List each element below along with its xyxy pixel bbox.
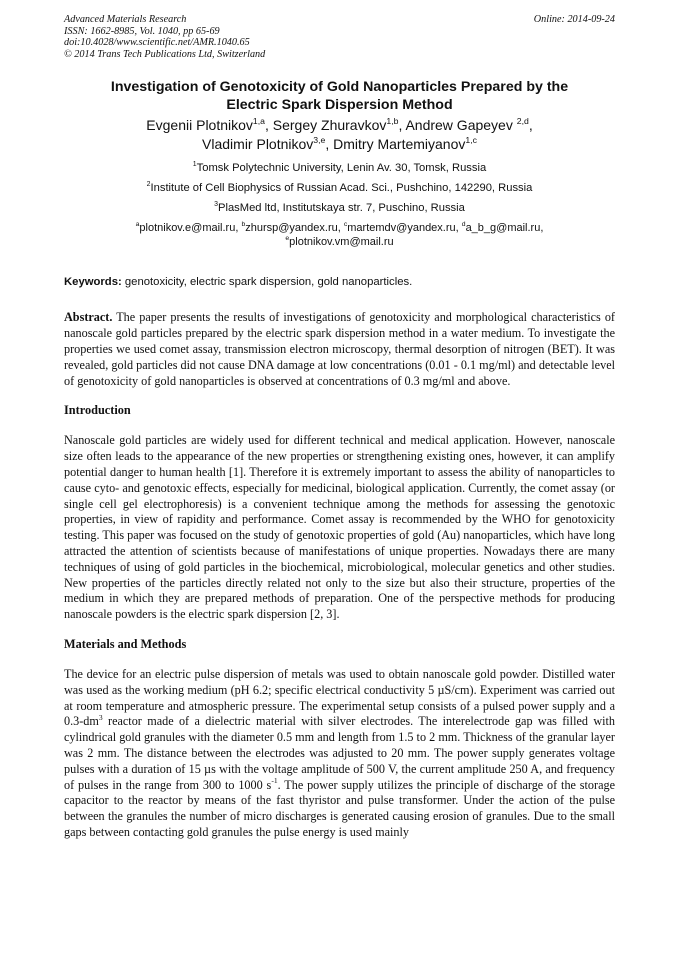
affiliation-1 xyxy=(64,162,615,175)
abstract-text: The paper presents the results of investigations of genotoxicity and morphological characteristics of nanoscale gold particles prepared by the electric spark dispersion method in a water medium. To investigate the properties we used comet assay, transmission electron microscopy, thermal desorption of nitrogen (BET). It was revealed, gold particles did not cause DNA damage at low concentrations (0.01 - 0.1 mg/ml) and detectable level of genotoxicity of gold nanoparticles is observed at concentrations of 0.3 mg/ml and above. xyxy=(64,310,615,388)
email-link[interactable]: plotnikov.vm@mail.ru xyxy=(289,236,394,249)
paper-page xyxy=(64,14,615,841)
methods-text-1: The device for an electric pulse dispersion of metals was used to obtain nanoscale gold powder. Distilled water was used as the working medium (pH 6.2; specific electrical conductivity 5 µS/cm). Experiment was carried out at room temperature and atmospheric pressure. The experimental setup consists of a pulsed power supply and a 0.3-dm xyxy=(64,666,615,729)
abstract xyxy=(64,310,615,389)
paper-title xyxy=(64,78,615,114)
journal-name: Advanced Materials Research xyxy=(64,14,187,25)
email-sup: e xyxy=(285,235,290,243)
affiliation-sup: 1 xyxy=(192,161,197,169)
email-link[interactable]: a_b_g@mail.ru, xyxy=(465,222,544,235)
doi-line: doi:10.4028/www.scientific.net/AMR.1040.65 xyxy=(64,37,250,49)
author-sep: , xyxy=(325,136,334,153)
methods-sup-2: -1 xyxy=(271,776,278,786)
abstract-label: Abstract. xyxy=(64,310,113,325)
affiliation-3 xyxy=(64,202,615,215)
author-sup: 1,a xyxy=(252,116,265,127)
author-list xyxy=(64,116,615,154)
affiliation-text: Institute of Cell Biophysics of Russian Acad. Sci., Pushchino, 142290, Russia xyxy=(150,182,533,195)
author-emails xyxy=(64,221,615,249)
author-sep: , xyxy=(398,117,406,134)
author-name: Sergey Zhuravkov xyxy=(272,117,387,134)
header-left xyxy=(64,14,615,60)
author-sup: 2,d xyxy=(516,116,529,127)
email-sup: a xyxy=(135,221,140,229)
methods-text-3: . The power supply utilizes the principle of discharge of the storage capacitor to the reactor by means of the fast thyristor and pulse transformer. Under the action of the pulse between the granules the number of micro discharges is generated causing erosion of granules. Due to the small gaps between contacting gold granules the pulse energy is used mainly xyxy=(64,777,615,839)
author-name: Evgenii Plotnikov xyxy=(146,117,253,134)
journal-header xyxy=(64,14,615,60)
section-heading-introduction: Introduction xyxy=(64,403,131,418)
affiliation-2 xyxy=(64,182,615,195)
email-line-1 xyxy=(64,221,615,235)
author-sup: 3,e xyxy=(313,135,326,146)
keywords-text: genotoxicity, electric spark dispersion, gold nanoparticles. xyxy=(121,276,413,289)
author-name: Andrew Gapeyev xyxy=(405,117,517,134)
methods-text-2: reactor made of a dielectric material with silver electrodes. The interelectrode gap was filled with cylindrical gold granules with the diameter 0.5 mm and length from 1.5 to 2 mm. Thickness of the granular layer was 2 mm. The distance between the electrodes was adjusted to 20 mm. The power supply generates voltage pulses with a duration of 15 µs with the voltage amplitude of 500 V, the current amplitude 250 A, and frequency of pulses in the range from 300 to 1000 s xyxy=(64,714,615,792)
affiliation-text: Tomsk Polytechnic University, Lenin Av. 30, Tomsk, Russia xyxy=(196,162,487,175)
title-line-1: Investigation of Genotoxicity of Gold Nanoparticles Prepared by the xyxy=(110,79,569,96)
author-line-1 xyxy=(64,116,615,135)
affiliation-text: PlasMed ltd, Institutskaya str. 7, Puschino, Russia xyxy=(218,202,465,215)
section-heading-materials-methods: Materials and Methods xyxy=(64,636,187,651)
author-sep: , xyxy=(264,117,273,134)
methods-paragraph xyxy=(64,667,615,841)
email-link[interactable]: martemdv@yandex.ru, xyxy=(347,222,462,235)
author-name: Vladimir Plotnikov xyxy=(202,136,314,153)
email-link[interactable]: plotnikov.e@mail.ru, xyxy=(139,222,242,235)
affiliation-sup: 2 xyxy=(146,181,151,189)
author-line-2 xyxy=(64,135,615,154)
email-line-2 xyxy=(64,235,615,249)
email-sup: b xyxy=(241,221,246,229)
issn-line: ISSN: 1662-8985, Vol. 1040, pp 65-69 xyxy=(64,25,220,37)
introduction-paragraph: Nanoscale gold particles are widely used for different technical and medical application. However, nanoscale size often leads to the appearance of the new properties or strengthening existing ones, however, it can amplify potential danger to human health [1]. Therefore it is extremely important to assess the ability of nanoparticles to cause cyto- and genotoxic effects, especially for medicinal, biological application. Currently, the comet assay (or single cell gel electrophoresis) is a convenient technique among the methods for assessing the genotoxic properties, in view of rapidity and performance. Comet assay is recommended by the WHO for genotoxicity testing. This paper was focused on the study of genotoxic properties of gold (Au) nanoparticles, which have long attracted the attention of scientists because of manifestations of unique properties. Nowadays there are many techniques of using of gold particles in the biochemical, microbiological, molecular genetics and other studies. New properties of the particles directly related not only to the size but also their structure, properties of the medium in which they are prepared methods of preparation. One of the perspective methods for producing nanoscale powders is the electric spark dispersion [2, 3]. xyxy=(64,433,615,622)
author-sup: 1,b xyxy=(386,116,399,127)
author-sep: , xyxy=(528,117,533,134)
email-link[interactable]: zhursp@yandex.ru, xyxy=(245,222,344,235)
methods-sup-1: 3 xyxy=(98,712,103,722)
affiliation-sup: 3 xyxy=(214,201,218,209)
keywords-label: Keywords: xyxy=(64,276,122,289)
email-sup: d xyxy=(461,221,466,229)
author-sup: 1,c xyxy=(465,135,477,146)
title-line-2: Electric Spark Dispersion Method xyxy=(226,97,453,114)
online-date: Online: 2014-09-24 xyxy=(533,14,615,25)
author-name: Dmitry Martemiyanov xyxy=(333,136,466,153)
keywords xyxy=(64,275,615,289)
email-sup: c xyxy=(343,221,348,229)
copyright-line: © 2014 Trans Tech Publications Ltd, Switzerland xyxy=(64,48,266,60)
